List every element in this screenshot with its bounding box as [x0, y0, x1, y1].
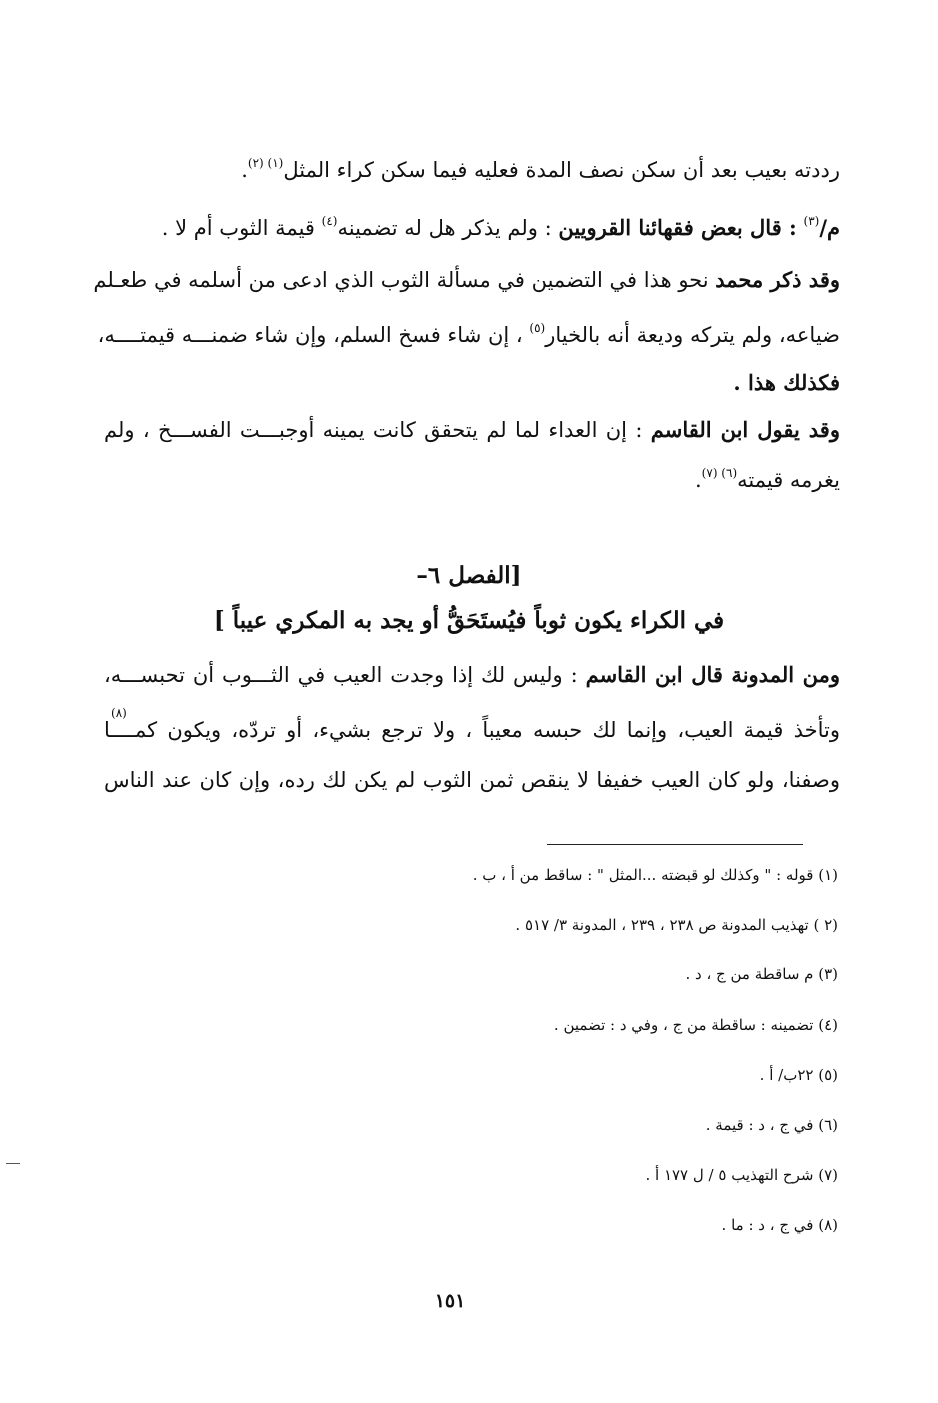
footnote-ref[interactable]: (٨): [111, 706, 127, 720]
footnote-3: (٣) م ساقطة من ج ، د .: [685, 965, 838, 983]
paragraph-5-line-2: [104, 715, 840, 745]
footnote-1: (١) قوله : " وكذلك لو قبضته ...المثل " : ساقط من أ ، ب .: [472, 866, 838, 884]
footnote-5: (٥) ٢٢ب/ أ .: [759, 1066, 838, 1084]
paragraph-4-line-2: [695, 465, 840, 495]
scan-margin-mark: [6, 1163, 20, 1164]
text-run: : ولم يذكر هل له تضمينه: [337, 216, 552, 240]
bold-text: وقد ذكر محمد: [715, 267, 840, 292]
text-run: وتأخذ قيمة العيب، وإنما لك حبسه معيباً ، ولا ترجع بشيء، أو تردّه، ويكون كمــــا: [104, 718, 840, 742]
footnote-ref[interactable]: (٣): [803, 214, 820, 228]
paragraph-1-line-1: [241, 155, 840, 185]
footnote-separator: [547, 844, 803, 845]
paragraph-5-line-1: [104, 660, 840, 690]
manuscript-marker: م/: [819, 215, 840, 240]
text-run: .: [241, 158, 248, 182]
text-run: يغرمه قيمته: [737, 468, 840, 492]
page-number: ١٥١: [434, 1290, 466, 1312]
text-run: ضياعه، ولم يتركه وديعة أنه بالخيار: [545, 323, 840, 347]
text-run: رددته بعيب بعد أن سكن نصف المدة فعليه فيما سكن كراء المثل: [283, 158, 840, 182]
text-run: ، إن شاء فسخ السلم، وإن شاء ضمنـــه قيمتــــه،: [97, 323, 523, 347]
footnote-6: (٦) في ج ، د : قيمة .: [705, 1116, 838, 1134]
paragraph-4-line-1: [104, 415, 840, 445]
paragraph-2-line-1: [162, 213, 840, 243]
section-heading: [الفصل ٦–: [416, 562, 522, 589]
paragraph-3-line-2: [97, 320, 840, 350]
bold-text: وقد يقول ابن القاسم: [650, 417, 840, 442]
footnote-2: (٢ ) تهذيب المدونة ص ٢٣٨ ، ٢٣٩ ، المدونة ٣/ ٥١٧ .: [515, 916, 838, 934]
footnote-ref[interactable]: (٥): [529, 321, 546, 335]
paragraph-5-line-3: [104, 765, 840, 795]
footnote-ref[interactable]: (٦) (٧): [701, 466, 738, 480]
footnote-7: (٧) شرح التهذيب ٥ / ل ١٧٧ أ .: [645, 1166, 838, 1184]
footnote-ref[interactable]: (٤): [321, 214, 338, 228]
bold-text: ومن المدونة قال ابن القاسم: [585, 662, 840, 687]
paragraph-3-line-1: [93, 265, 840, 295]
text-run: نحو هذا في التضمين في مسألة الثوب الذي ادعى من أسلمه في طعـلم: [93, 268, 709, 292]
section-subheading: في الكراء يكون ثوباً فيُستَحَقُّ أو يجد به المكري عيباً ]: [213, 607, 725, 634]
footnote-8: (٨) في ج ، د : ما .: [721, 1216, 838, 1234]
bold-text: : قال بعض فقهائنا القرويين: [558, 215, 797, 240]
paragraph-3-line-3: فكذلك هذا .: [733, 370, 840, 395]
text-run: وصفنا، ولو كان العيب خفيفا لا ينقص ثمن الثوب لم يكن لك رده، وإن كان عند الناس: [104, 768, 840, 792]
footnote-4: (٤) تضمينه : ساقطة من ج ، وفي د : تضمين .: [553, 1016, 838, 1034]
text-run: .: [694, 468, 702, 492]
text-run: : إن العداء لما لم يتحقق كانت يمينه أوجبـــت الفســـخ ، ولم: [104, 418, 643, 442]
footnote-ref[interactable]: (١) (٢): [247, 156, 284, 170]
text-run: قيمة الثوب أم لا .: [161, 216, 315, 240]
text-run: : وليس لك إذا وجدت العيب في الثـــوب أن تحبســـه،: [104, 663, 578, 687]
